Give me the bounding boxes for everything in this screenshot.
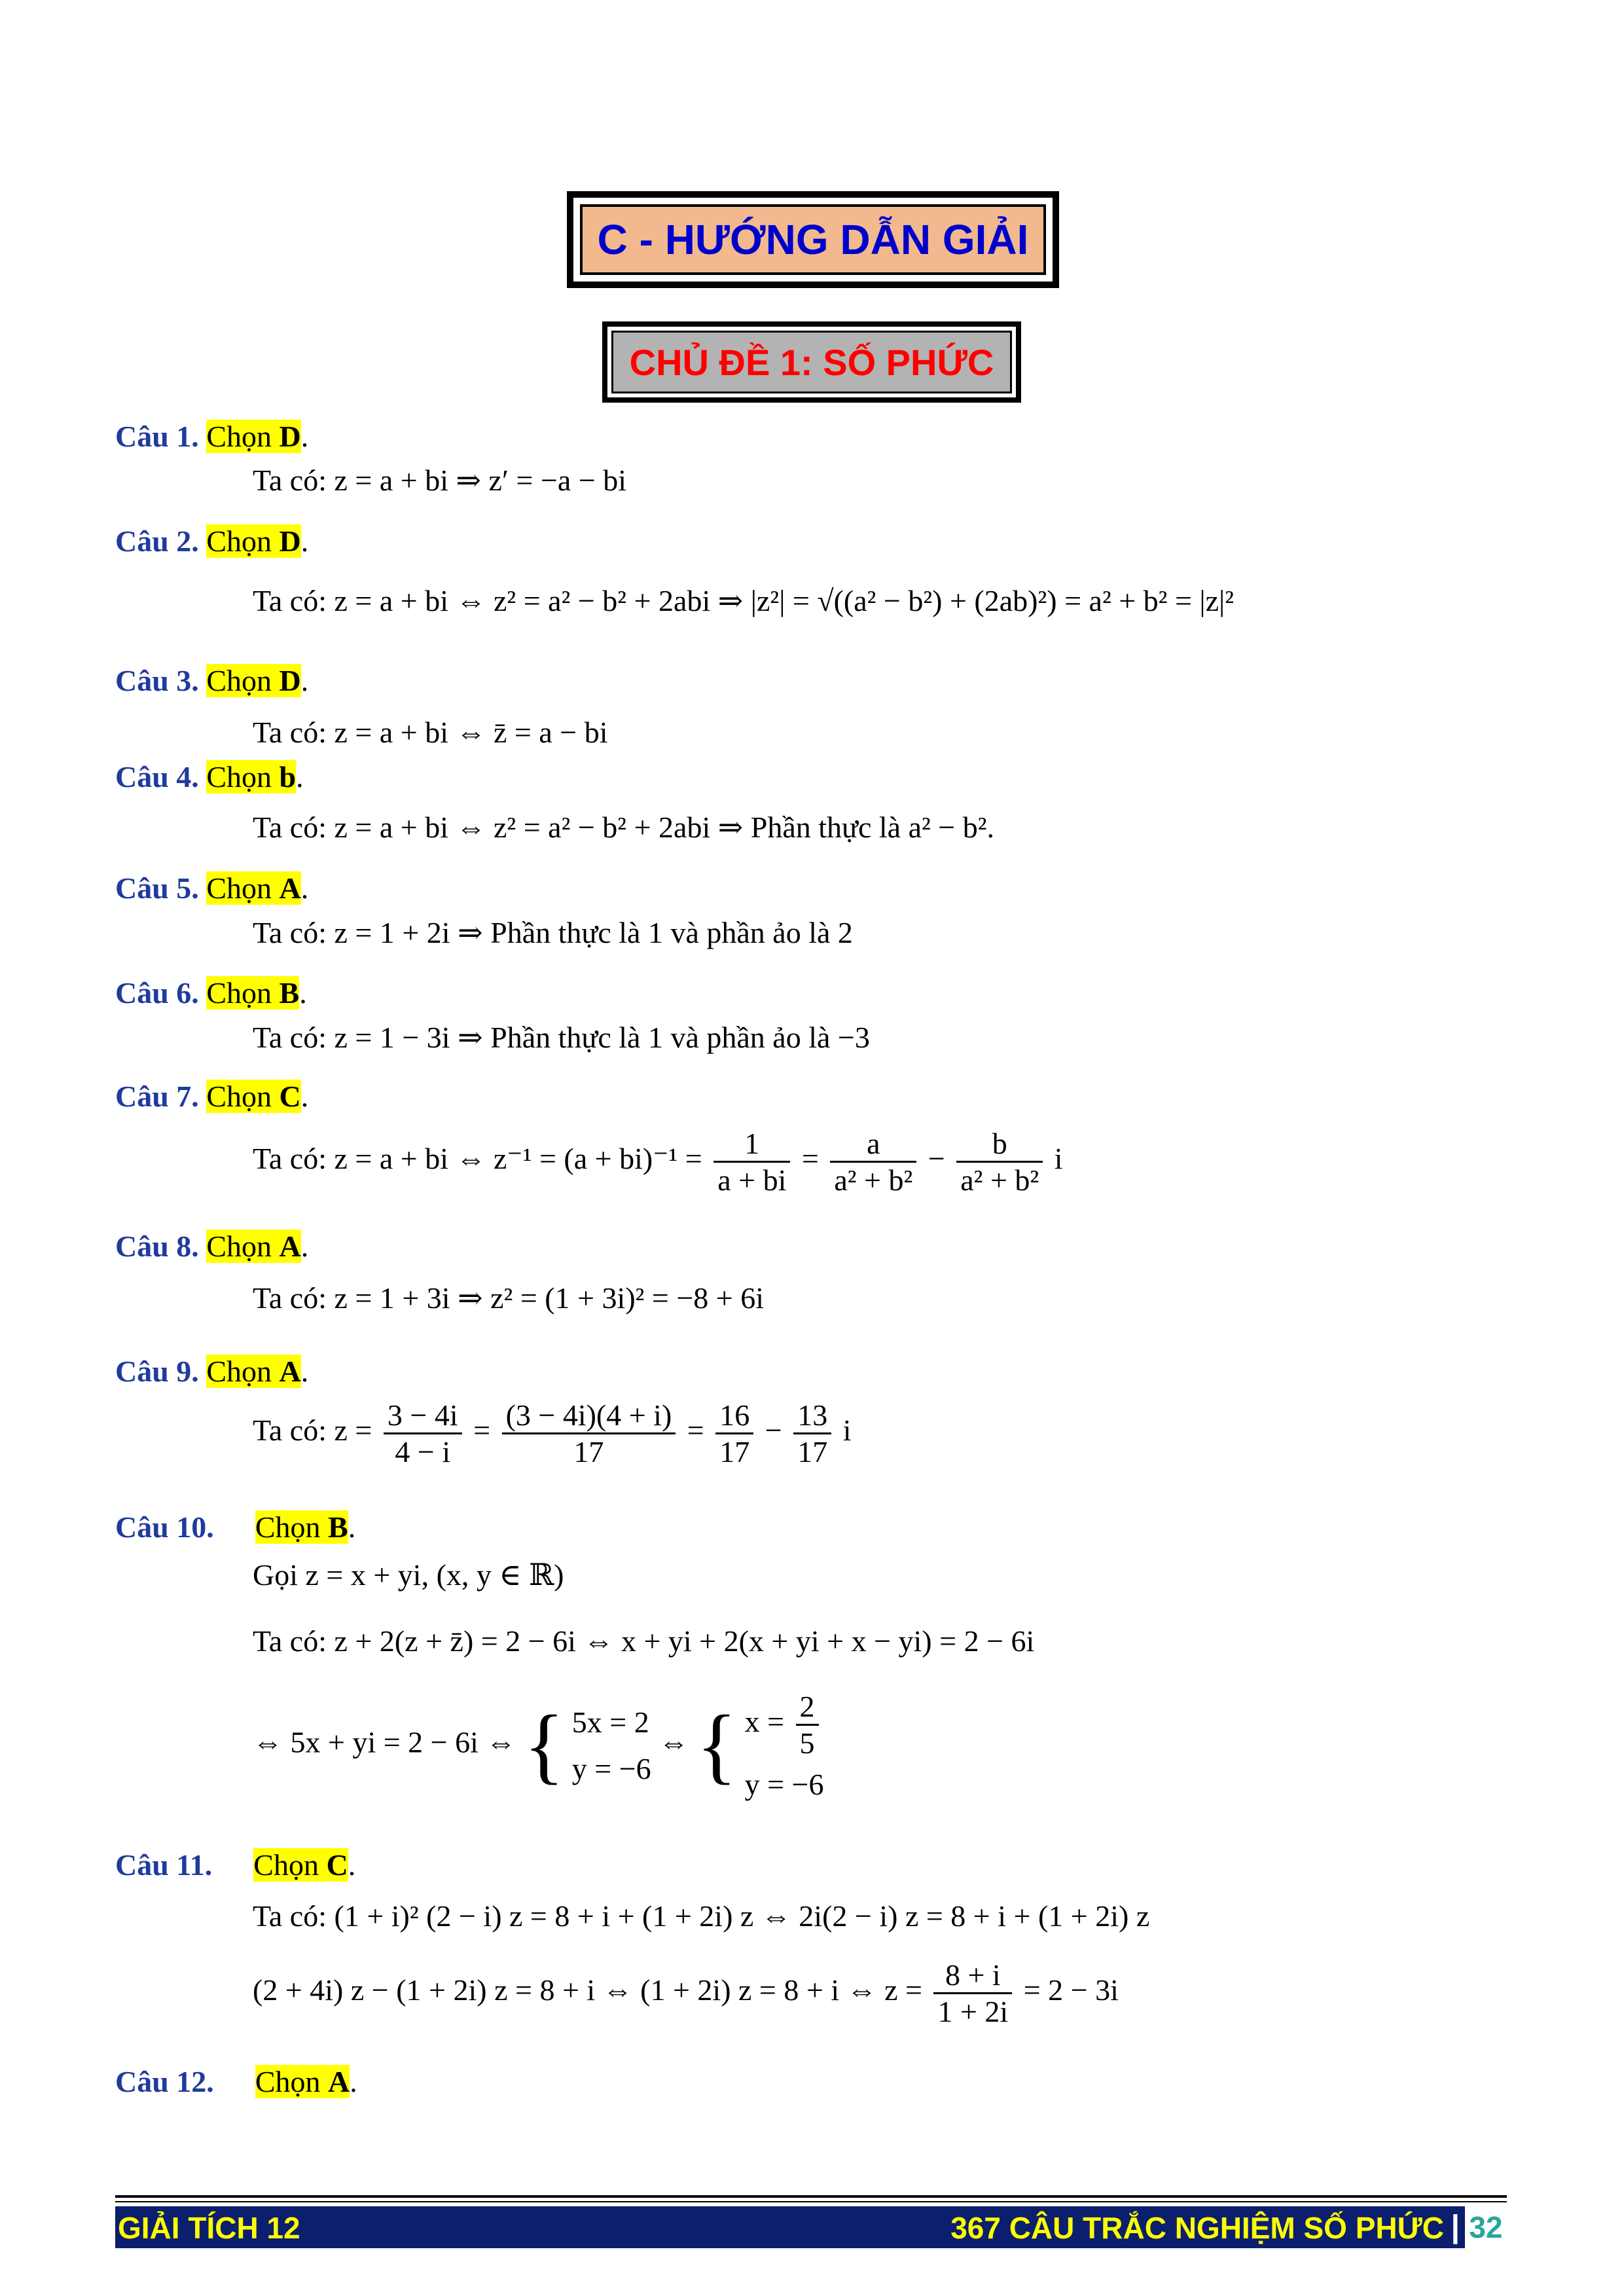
answer-highlight: Chọn B: [255, 1510, 348, 1544]
question-9-solution: Ta có: z = $\frac{3 - 4i}{4 - i}$ = $\frac{(3 - 4i)(4 + i)}{17}$ = $\frac{16}{17}$ − $\frac{13}{17}$ i: [253, 1398, 852, 1468]
fraction: $\frac{a}{\text{a² + b²}}$: [830, 1126, 916, 1197]
question-label: Câu 7.: [115, 1080, 199, 1113]
question-8-header: Câu 8. Chọn A.: [115, 1230, 309, 1263]
question-8-solution: Ta có: z = 1 + 3i ⇒ z² = (1 + 3i)² = −8 + 6i: [253, 1281, 765, 1315]
question-12-header: Câu 12. Chọn A.: [115, 2065, 357, 2098]
question-2-solution: Ta có: z = a + bi ⇔ z² = a² − b² + 2abi ⇒ |z²| = √((a² − b²) + (2ab)²) = a² + b² = |z|²: [253, 584, 1235, 617]
question-label: Câu 12.: [115, 2065, 214, 2098]
answer-highlight: Chọn A: [206, 1230, 301, 1263]
question-10-header: Câu 10. Chọn B.: [115, 1510, 356, 1544]
question-1-header: Câu 1. Chọn D.: [115, 420, 309, 453]
fraction: $\frac{2}{5}$: [796, 1689, 819, 1760]
question-label: Câu 8.: [115, 1230, 199, 1263]
question-label: Câu 10.: [115, 1510, 214, 1544]
topic-title-box: [602, 321, 1021, 403]
answer-highlight: Chọn b: [206, 760, 297, 793]
answer-highlight: Chọn C: [253, 1848, 348, 1882]
question-3-solution: Ta có: z = a + bi ⇔ z̄ = a − bi: [253, 716, 608, 749]
question-5-header: Câu 5. Chọn A.: [115, 871, 309, 905]
question-label: Câu 5.: [115, 871, 199, 905]
footer-subject: GIẢI TÍCH 12: [118, 2211, 300, 2245]
question-10-solution-3: ⇔ 5x + yi = 2 − 6i ⇔ { 5x = 2 y = −6 ⇔ { x = $\frac{2}{5}$ y = −6: [253, 1690, 824, 1801]
question-label: Câu 4.: [115, 760, 199, 793]
question-1-solution: Ta có: z = a + bi ⇒ z′ = −a − bi: [253, 464, 627, 497]
answer-highlight: Chọn C: [206, 1080, 301, 1113]
question-label: Câu 11.: [115, 1848, 213, 1882]
question-7-solution: Ta có: z = a + bi ⇔ z⁻¹ = (a + bi)⁻¹ = $\frac{1}{a + bi}$ = $\frac{a}{\text{a² + b²}}$ − $\frac{b}{\text{a² + b²}}$ i: [253, 1127, 1063, 1197]
section-title: C - HƯỚNG DẪN GIẢI: [580, 204, 1046, 275]
fraction: $\frac{13}{17}$: [793, 1398, 831, 1469]
question-7-header: Câu 7. Chọn C.: [115, 1080, 309, 1113]
answer-highlight: Chọn D: [206, 420, 301, 453]
question-4-solution: Ta có: z = a + bi ⇔ z² = a² − b² + 2abi ⇒ Phần thực là a² − b².: [253, 811, 995, 844]
page-number: 32: [1465, 2206, 1507, 2248]
equation-system: x = $\frac{2}{5}$ y = −6: [744, 1690, 824, 1801]
answer-highlight: Chọn D: [206, 524, 301, 558]
footer-book-title: 367 CÂU TRẮC NGHIỆM SỐ PHỨC: [950, 2211, 1444, 2245]
topic-title: CHỦ ĐỀ 1: SỐ PHỨC: [611, 331, 1012, 393]
fraction: $\frac{3 - 4i}{4 - i}$: [384, 1398, 462, 1469]
answer-highlight: Chọn D: [206, 664, 301, 697]
question-11-solution-1: Ta có: (1 + i)² (2 − i) z = 8 + i + (1 + 2i) z ⇔ 2i(2 − i) z = 8 + i + (1 + 2i) z: [253, 1899, 1150, 1933]
question-10-solution-1: Gọi z = x + yi, (x, y ∈ ℝ): [253, 1558, 564, 1592]
section-title-box: [567, 191, 1059, 288]
answer-highlight: Chọn B: [206, 976, 300, 1010]
question-4-header: Câu 4. Chọn b.: [115, 760, 304, 793]
question-2-header: Câu 2. Chọn D.: [115, 524, 309, 558]
question-6-header: Câu 6. Chọn B.: [115, 976, 307, 1010]
answer-highlight: Chọn A: [206, 871, 301, 905]
question-11-header: Câu 11. Chọn C.: [115, 1848, 356, 1882]
fraction: $\frac{(3 - 4i)(4 + i)}{17}$: [502, 1398, 676, 1469]
fraction: $\frac{8 + i}{1 + 2i}$: [933, 1958, 1012, 2029]
question-11-solution-2: (2 + 4i) z − (1 + 2i) z = 8 + i ⇔ (1 + 2i) z = 8 + i ⇔ z = $\frac{8 + i}{1 + 2i}$ = 2 − 3i: [253, 1958, 1119, 2028]
question-9-header: Câu 9. Chọn A.: [115, 1355, 309, 1388]
footer: [115, 2206, 1507, 2248]
footer-separator: |: [1451, 2210, 1460, 2244]
fraction: $\frac{b}{\text{a² + b²}}$: [956, 1126, 1043, 1197]
equation-system: 5x = 2 y = −6: [571, 1705, 651, 1785]
question-3-header: Câu 3. Chọn D.: [115, 664, 309, 697]
footer-rule: [115, 2195, 1507, 2198]
question-label: Câu 1.: [115, 420, 199, 453]
answer-highlight: Chọn A: [255, 2065, 350, 2098]
fraction: $\frac{16}{17}$: [715, 1398, 753, 1469]
answer-highlight: Chọn A: [206, 1355, 301, 1388]
question-label: Câu 3.: [115, 664, 199, 697]
question-6-solution: Ta có: z = 1 − 3i ⇒ Phần thực là 1 và phần ảo là −3: [253, 1021, 870, 1054]
question-label: Câu 9.: [115, 1355, 199, 1388]
question-label: Câu 6.: [115, 976, 199, 1010]
question-10-solution-2: Ta có: z + 2(z + z̄) = 2 − 6i ⇔ x + yi + 2(x + yi + x − yi) = 2 − 6i: [253, 1624, 1035, 1658]
question-label: Câu 2.: [115, 524, 199, 558]
question-5-solution: Ta có: z = 1 + 2i ⇒ Phần thực là 1 và phần ảo là 2: [253, 916, 853, 949]
fraction: $\frac{1}{a + bi}$: [713, 1126, 790, 1197]
footer-rule: [115, 2201, 1507, 2202]
